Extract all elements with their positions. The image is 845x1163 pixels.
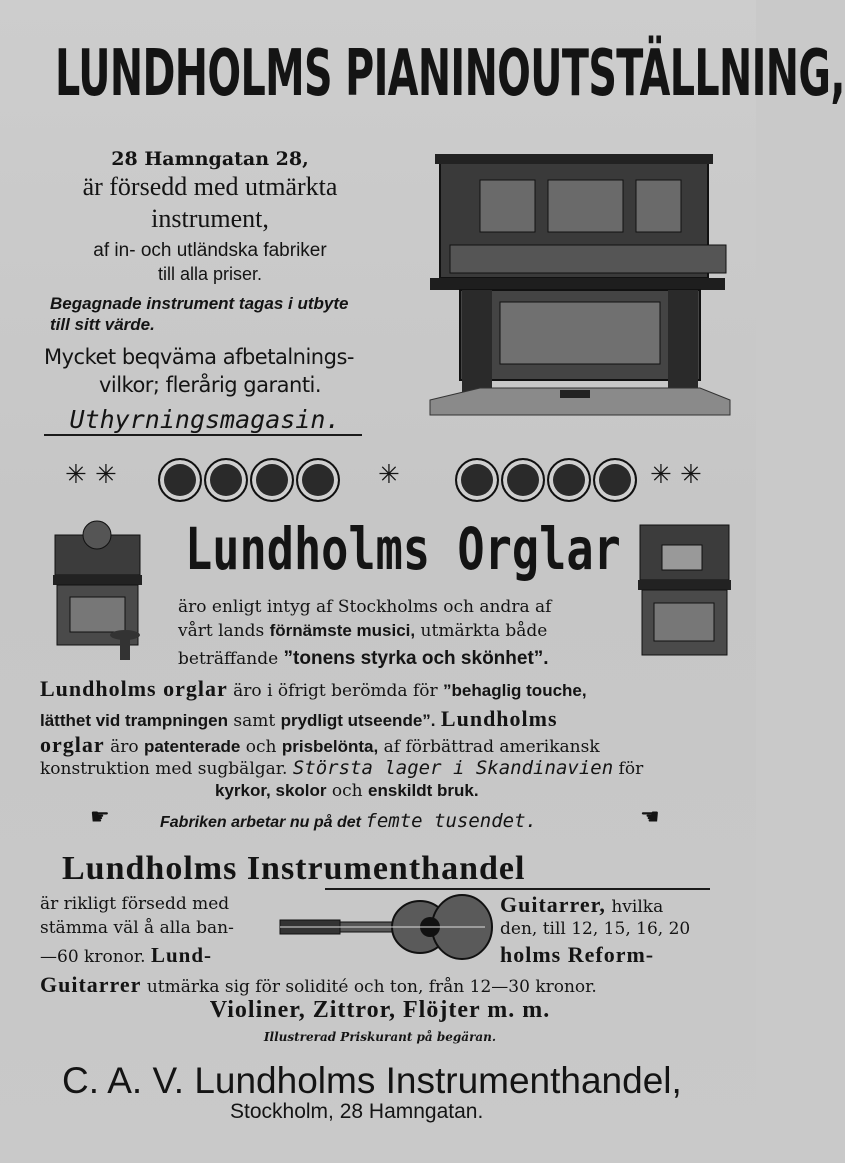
organ-panel <box>70 597 125 632</box>
instruments-right-3: holms Reform- <box>500 942 655 967</box>
organs-intro-3: beträffande ”tonens styrka och skönhet”. <box>178 648 549 669</box>
italic-line-1: Begagnade instrument tagas i utbyte <box>50 294 349 313</box>
organs-paragraph-1: Lundholms orglar äro i öfrigt berömda för ”behaglig touche, <box>40 676 587 701</box>
rental-heading: Uthyrningsmagasin. <box>69 405 341 434</box>
piano-illustration <box>400 150 735 435</box>
organ-panel <box>654 603 714 641</box>
piano-lower-panel <box>500 302 660 364</box>
rental-underline <box>44 434 362 436</box>
instruments-right-2: den, till 12, 15, 16, 20 <box>500 919 691 939</box>
pointing-hand-icon-left: ☛ <box>90 805 110 830</box>
intro-line-1: är försedd med utmärkta <box>82 172 338 201</box>
address-line: 28 Hamngatan 28, <box>111 148 309 170</box>
organs-paragraph-4: konstruktion med sugbälgar. Största lager i Skandinavien för <box>40 757 644 779</box>
instruments-rule <box>325 888 710 890</box>
piano-leg-left <box>462 290 492 400</box>
terms-line-2: vilkor; flerårig garanti. <box>98 373 322 397</box>
piano-panel-right <box>636 180 681 232</box>
piano-leg-right <box>668 290 698 400</box>
ornament-stars-right: ✳ ✳ <box>650 460 702 490</box>
page-title: LUNDHOLMS PIANINOUTSTÄLLNING, <box>55 37 845 111</box>
medal-icon <box>455 458 499 502</box>
medal-icon <box>204 458 248 502</box>
organs-intro-2: vårt lands förnämste musici, utmärkta både <box>178 621 548 641</box>
intro-line-3: af in- och utländska fabriker <box>93 240 327 261</box>
organ-illustration-left <box>45 515 150 665</box>
medals-left <box>158 458 340 502</box>
organs-paragraph-3: orglar äro patenterade och prisbelönta, af förbättrad amerikansk <box>40 732 600 757</box>
piano-panel-center <box>548 180 623 232</box>
organ-crest <box>83 521 111 549</box>
medals-right <box>455 458 637 502</box>
guitar-illustration <box>280 892 495 964</box>
instruments-line-4: Guitarrer utmärka sig för solidité och ton, från 12—30 kronor. <box>40 972 597 997</box>
medal-icon <box>158 458 202 502</box>
instruments-left-1: är rikligt försedd med <box>40 894 230 914</box>
piano-pedals <box>560 390 590 398</box>
footer-address: Stockholm, 28 Hamngatan. <box>230 1100 484 1123</box>
medal-icon <box>547 458 591 502</box>
medal-icon <box>296 458 340 502</box>
piano-panel-left <box>480 180 535 232</box>
instruments-right-1: Guitarrer, hvilka <box>500 892 664 917</box>
instruments-left-3: —60 kronor. Lund- <box>40 943 212 967</box>
instruments-line-5: Violiner, Zittror, Flöjter m. m. <box>209 997 551 1023</box>
instruments-left-2: stämma väl å alla ban- <box>40 918 234 938</box>
italic-line-2: till sitt värde. <box>50 315 155 334</box>
terms-line-1: Mycket beqväma afbetalnings- <box>44 345 354 369</box>
organ-keys <box>638 580 731 590</box>
catalog-line: Illustrerad Priskurant på begäran. <box>263 1030 497 1044</box>
ornament-stars-left: ✳ ✳ <box>65 460 117 490</box>
organs-paragraph-5: kyrkor, skolor och enskildt bruk. <box>215 781 479 801</box>
medal-icon <box>501 458 545 502</box>
intro-line-2: instrument, <box>151 204 269 233</box>
medal-icon <box>593 458 637 502</box>
pointing-hand-icon-right: ☛ <box>640 805 660 830</box>
piano-top-lid <box>435 154 713 164</box>
intro-line-4: till alla priser. <box>157 264 263 284</box>
piano-key-slip <box>430 278 725 290</box>
organs-intro-1: äro enligt intyg af Stockholms och andra af <box>178 597 552 617</box>
factory-line: Fabriken arbetar nu på det femte tusendet. <box>160 810 537 832</box>
organ-mirror <box>662 545 702 570</box>
footer-company: C. A. V. Lundholms Instrumenthandel, <box>62 1060 682 1101</box>
organs-paragraph-2: lätthet vid trampningen samt prydligt utseende”. Lundholms <box>40 706 558 731</box>
organ-keys <box>53 575 142 585</box>
organs-title: Lundholms Orglar <box>185 515 621 583</box>
piano-keyboard-fall <box>450 245 726 273</box>
medal-icon <box>250 458 294 502</box>
instruments-title: Lundholms Instrumenthandel <box>62 850 526 887</box>
organ-stool-leg <box>120 635 130 660</box>
ornament-star-center: ✳ <box>378 460 400 490</box>
organ-illustration-right <box>632 515 737 665</box>
